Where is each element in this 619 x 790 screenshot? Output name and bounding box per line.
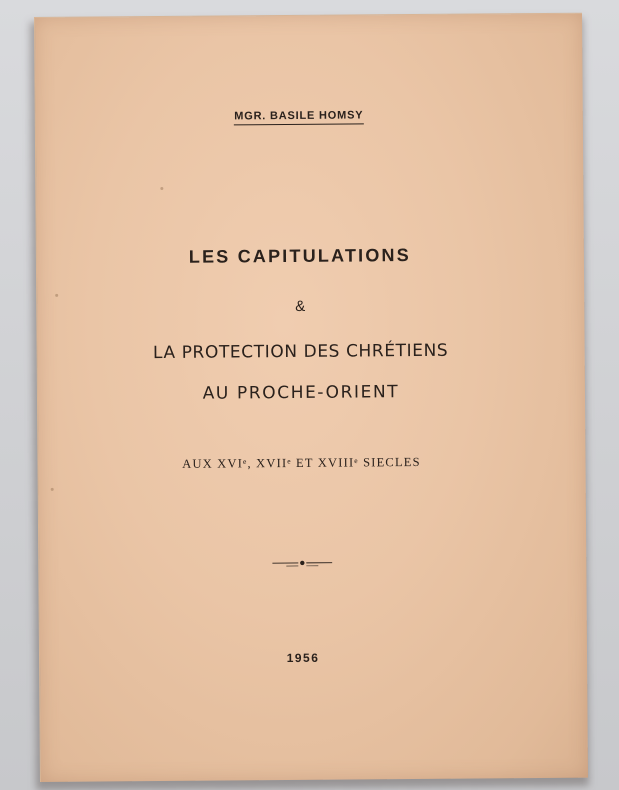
subtitle-line-2: AU PROCHE-ORIENT (202, 382, 400, 404)
divider-ornament-icon (272, 558, 332, 568)
subtitle-line-1: LA PROTECTION DES CHRÉTIENS (152, 340, 449, 364)
publication-year: 1956 (286, 650, 320, 666)
book-title: LES CAPITULATIONS (188, 245, 411, 267)
author-name: MGR. BASILE HOMSY (234, 109, 363, 125)
centuries-line: AUX XVIᵉ, XVIIᵉ ET XVIIIᵉ SIECLES (182, 454, 421, 471)
title-ampersand: & (295, 297, 306, 315)
paper-speck (160, 187, 163, 190)
paper-speck (55, 294, 58, 297)
booklet-cover (34, 13, 588, 782)
author-line (36, 108, 562, 127)
paper-speck (51, 488, 54, 491)
